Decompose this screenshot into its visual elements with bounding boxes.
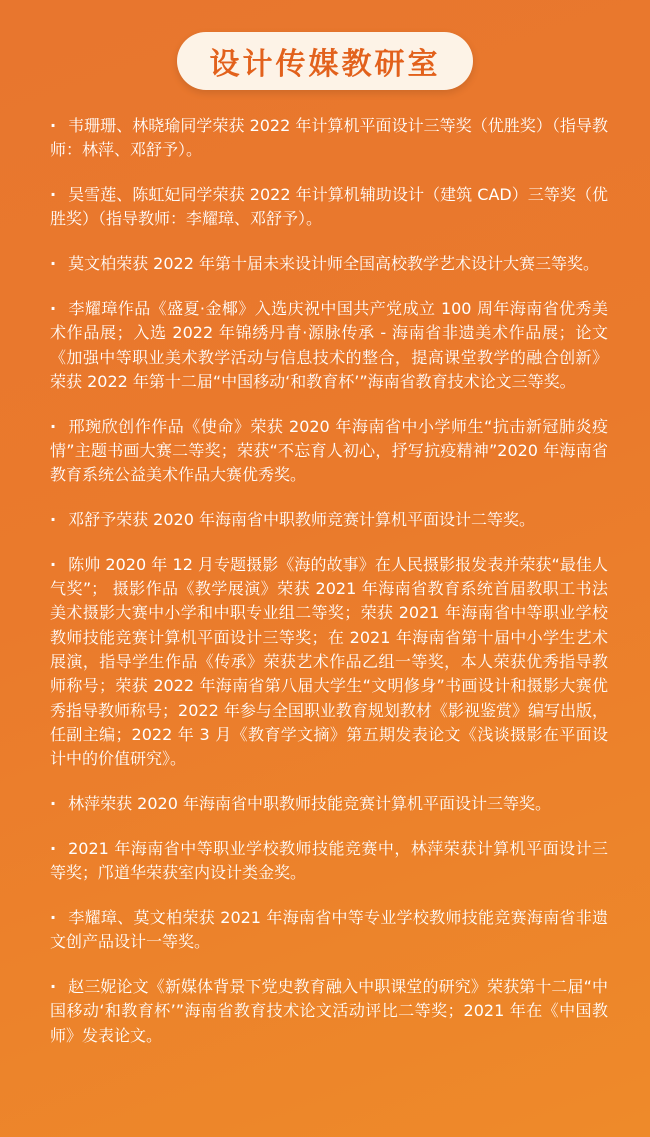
item-text: 韦珊珊、林晓瑜同学荣获 2022 年计算机平面设计三等奖（优胜奖）（指导教师：林萍、邓舒予）。 — [50, 116, 608, 160]
bullet-icon: · — [50, 185, 57, 205]
list-item — [46, 792, 608, 816]
bullet-icon: · — [50, 254, 57, 274]
item-text: 陈帅 2020 年 12 月专题摄影《海的故事》在人民摄影报发表并荣获“最佳人气奖”； 摄影作品《教学展演》荣获 2021 年海南省教育系统首届教职工书法美术摄影大赛中小学和中职专业组二等奖；荣获 2021 年海南省中等职业学校教师技能竞赛计算机平面设计三等奖；在 2021 年海南省第十届中小学生艺术展演，指导学生作品《传承》荣获艺术作品乙组一等奖，本人荣获优秀指导教师称号；荣获 2022 年海南省第八届大学生“文明修身”书画设计和摄影大赛优秀指导教师称号；2022 年参与全国职业教育规划教材《影视鉴赏》编写出版，任副主编；2022 年 3 月《教育学文摘》第五期发表论文《浅谈摄影在平面设计中的价值研究》。 — [50, 554, 608, 769]
bullet-icon: · — [50, 907, 57, 927]
list-item — [46, 252, 608, 276]
item-text: 莫文柏荣获 2022 年第十届未来设计师全国高校教学艺术设计大赛三等奖。 — [68, 254, 599, 274]
bullet-icon: · — [50, 977, 57, 997]
title-banner — [177, 32, 473, 90]
page-title: 设计传媒教研室 — [209, 47, 441, 82]
item-text: 李耀璋、莫文柏荣获 2021 年海南省中等专业学校教师技能竞赛海南省非遗文创产品设计一等奖。 — [50, 907, 608, 952]
bullet-icon: · — [50, 298, 57, 318]
list-item — [46, 297, 608, 394]
item-text: 邓舒予荣获 2020 年海南省中职教师竞赛计算机平面设计二等奖。 — [68, 510, 535, 530]
item-text: 林萍荣获 2020 年海南省中职教师技能竞赛计算机平面设计三等奖。 — [68, 794, 551, 814]
item-text: 2021 年海南省中等职业学校教师技能竞赛中，林萍荣获计算机平面设计三等奖；邝道华荣获室内设计类金奖。 — [50, 838, 608, 883]
bullet-icon: · — [50, 510, 57, 530]
list-item — [46, 508, 608, 532]
item-text: 赵三妮论文《新媒体背景下党史教育融入中职课堂的研究》荣获第十二届“中国移动‘和教育杯’”海南省教育技术论文活动评比二等奖；2021 年在《中国教师》发表论文。 — [50, 977, 608, 1045]
bullet-icon: · — [50, 416, 57, 436]
bullet-icon: · — [50, 838, 57, 858]
list-item — [46, 183, 608, 232]
list-item — [46, 553, 608, 772]
bullet-icon: · — [50, 794, 57, 814]
bullet-icon: · — [50, 116, 57, 135]
item-text: 邢琬欣创作作品《使命》荣获 2020 年海南省中小学师生“抗击新冠肺炎疫情”主题书画大赛二等奖；荣获“不忘育人初心，抒写抗疫精神”2020 年海南省教育系统公益美术作品大赛优秀奖。 — [50, 416, 608, 485]
list-item — [46, 415, 608, 488]
achievement-list — [46, 114, 608, 1068]
list-item — [46, 906, 608, 955]
list-item — [46, 114, 608, 163]
list-item — [46, 837, 608, 886]
item-text: 吴雪莲、陈虹妃同学荣获 2022 年计算机辅助设计（建筑 CAD）三等奖（优胜奖）（指导教师：李耀璋、邓舒予）。 — [50, 185, 608, 229]
item-text: 李耀璋作品《盛夏·金椰》入选庆祝中国共产党成立 100 周年海南省优秀美术作品展；入选 2022 年锦绣丹青·源脉传承 - 海南省非遗美术作品展；论文《加强中等职业美术教学活动与信息技术的整合，提高课堂教学的融合创新》荣获 2022 年第十二届“中国移动‘和教育杯’”海南省教育技术论文三等奖。 — [50, 298, 608, 391]
list-item — [46, 975, 608, 1048]
bullet-icon: · — [50, 554, 57, 574]
